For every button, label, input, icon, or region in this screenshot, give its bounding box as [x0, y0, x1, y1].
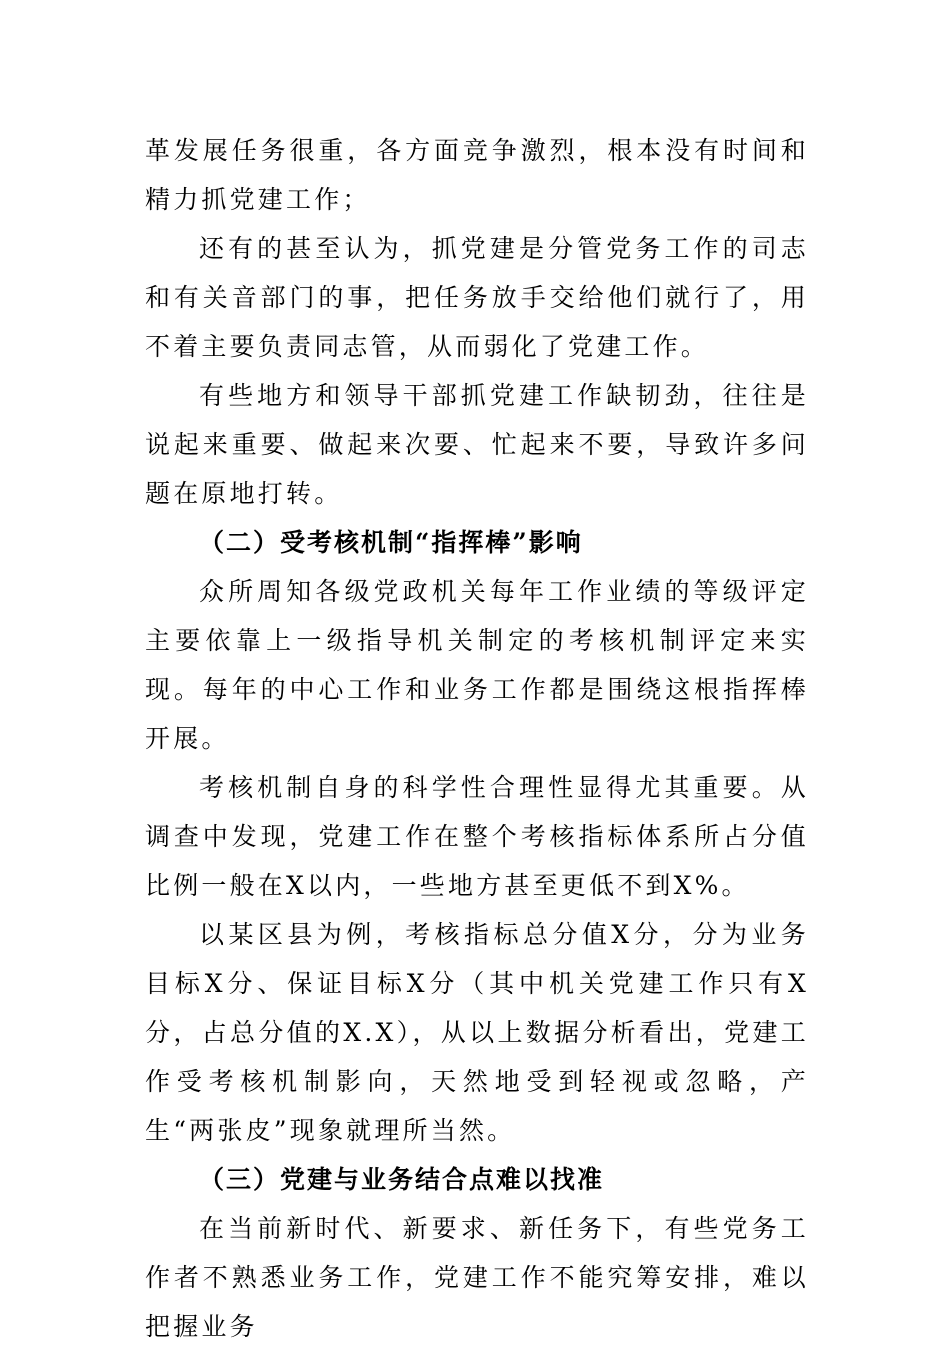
paragraph: 有些地方和领导干部抓党建工作缺韧劲，往往是说起来重要、做起来次要、忙起来不要，导致许多问题在原地打转。	[145, 381, 809, 508]
paragraph: 以某区县为例，考核指标总分值X分，分为业务目标X分、保证目标X分（其中机关党建工作只有X分，占总分值的X.X），从以上数据分析看出，党建工作受考核机制影向，天然地受到轻视或忽略，产生“两张皮”现象就理所当然。	[145, 920, 809, 1145]
document-body	[145, 126, 809, 1351]
section-heading-2: （二）受考核机制“指挥棒”影响	[199, 528, 583, 557]
paragraph: 众所周知各级党政机关每年工作业绩的等级评定主要依靠上一级指导机关制定的考核机制评定来实现。每年的中心工作和业务工作都是围绕这根指挥棒开展。	[145, 577, 809, 753]
paragraph-continuation: 革发展任务很重，各方面竞争激烈，根本没有时间和精力抓党建工作；	[145, 136, 809, 214]
paragraph: 在当前新时代、新要求、新任务下，有些党务工作者不熟悉业务工作，党建工作不能究筹安排，难以把握业务	[145, 1214, 809, 1341]
section-heading-3: （三）党建与业务结合点难以找准	[199, 1165, 605, 1194]
paragraph: 考核机制自身的科学性合理性显得尤其重要。从调查中发现，党建工作在整个考核指标体系所占分值比例一般在X以内，一些地方甚至更低不到X%。	[145, 773, 809, 900]
paragraph: 还有的甚至认为，抓党建是分管党务工作的司志和有关音部门的事，把任务放手交给他们就行了，用不着主要负责同志管，从而弱化了党建工作。	[145, 234, 809, 361]
